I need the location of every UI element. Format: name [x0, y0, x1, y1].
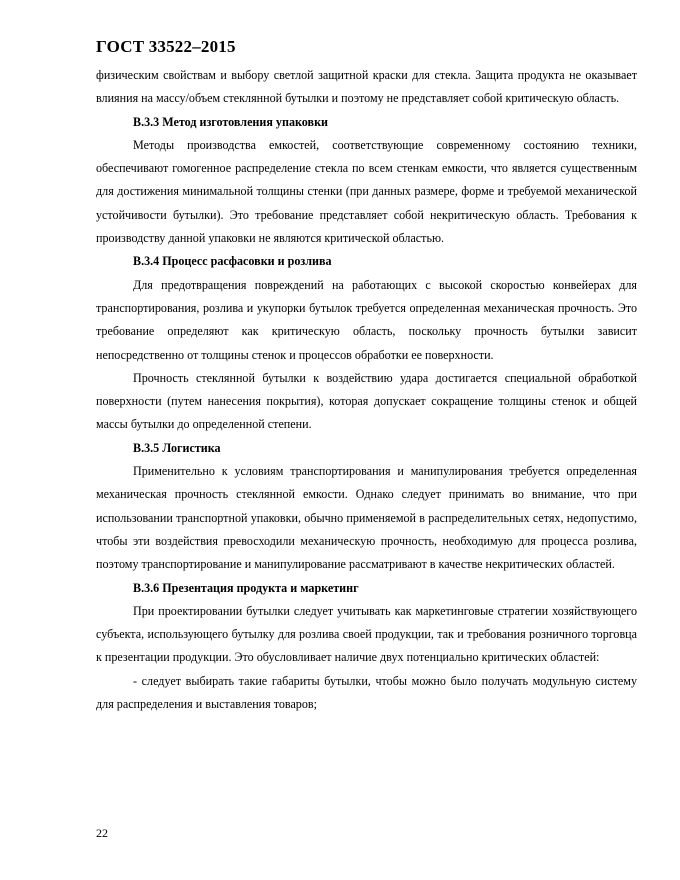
list-item: - следует выбирать такие габариты бутылки, чтобы можно было получать модульную систему для распределения и выставления товаров;: [96, 673, 637, 712]
document-body: [96, 64, 637, 716]
paragraph: Прочность стеклянной бутылки к воздействию удара достигается специальной обработкой поверхности (путем нанесения покрытия), которая допускает сокращение толщины стенок и общей массы бутылки до определенной степени.: [96, 370, 637, 432]
section-heading-b34: В.3.4 Процесс расфасовки и розлива: [133, 254, 332, 269]
paragraph-continuation: физическим свойствам и выбору светлой защитной краски для стекла. Защита продукта не оказывает влияния на массу/объем стеклянной бутылки и поэтому не представляет собой критическую область.: [96, 68, 637, 106]
section-heading-b35: В.3.5 Логистика: [133, 440, 221, 455]
paragraph: Применительно к условиям транспортирования и манипулирования требуется определенная механическая прочность стеклянной емкости. Однако следует принимать во внимание, что при использовании транспортной упаковки, обычно применяемой в распределительных сетях, недопустимо, чтобы эти воздействия превосходили механическую прочность, необходимую для процесса розлива, поэтому транспортирование и манипулирование рассматривают в качестве некритических областей.: [96, 464, 637, 572]
page-number: 22: [96, 826, 108, 840]
paragraph: Методы производства емкостей, соответствующие современному состоянию техники, обеспечивают гомогенное распределение стекла по всем стенкам емкости, что является существенным для достижения минимальной толщины стенки (при данных размере, форме и требуемой механической устойчивости бутылки). Это требование представляет собой некритическую область. Требования к производству данной упаковки не являются критической областью.: [96, 137, 637, 246]
section-heading-b36: В.3.6 Презентация продукта и маркетинг: [133, 580, 359, 595]
paragraph: При проектировании бутылки следует учитывать как маркетинговые стратегии хозяйствующего субъекта, использующего бутылку для розлива своей продукции, так и требования розничного торговца к презентации продукции. Это обусловливает наличие двух потенциально критических областей:: [96, 603, 637, 665]
standard-header: ГОСТ 33522–2015: [96, 37, 236, 56]
paragraph: Для предотвращения повреждений на работающих с высокой скоростью конвейерах для транспортирования, розлива и укупорки бутылок требуется определенная механическая прочность. Это требование определяют как критическую область, поскольку прочность бутылки зависит непосредственно от толщины стенок и процессов обработки ее поверхности.: [96, 277, 637, 362]
section-heading-b33: В.3.3 Метод изготовления упаковки: [133, 114, 329, 129]
